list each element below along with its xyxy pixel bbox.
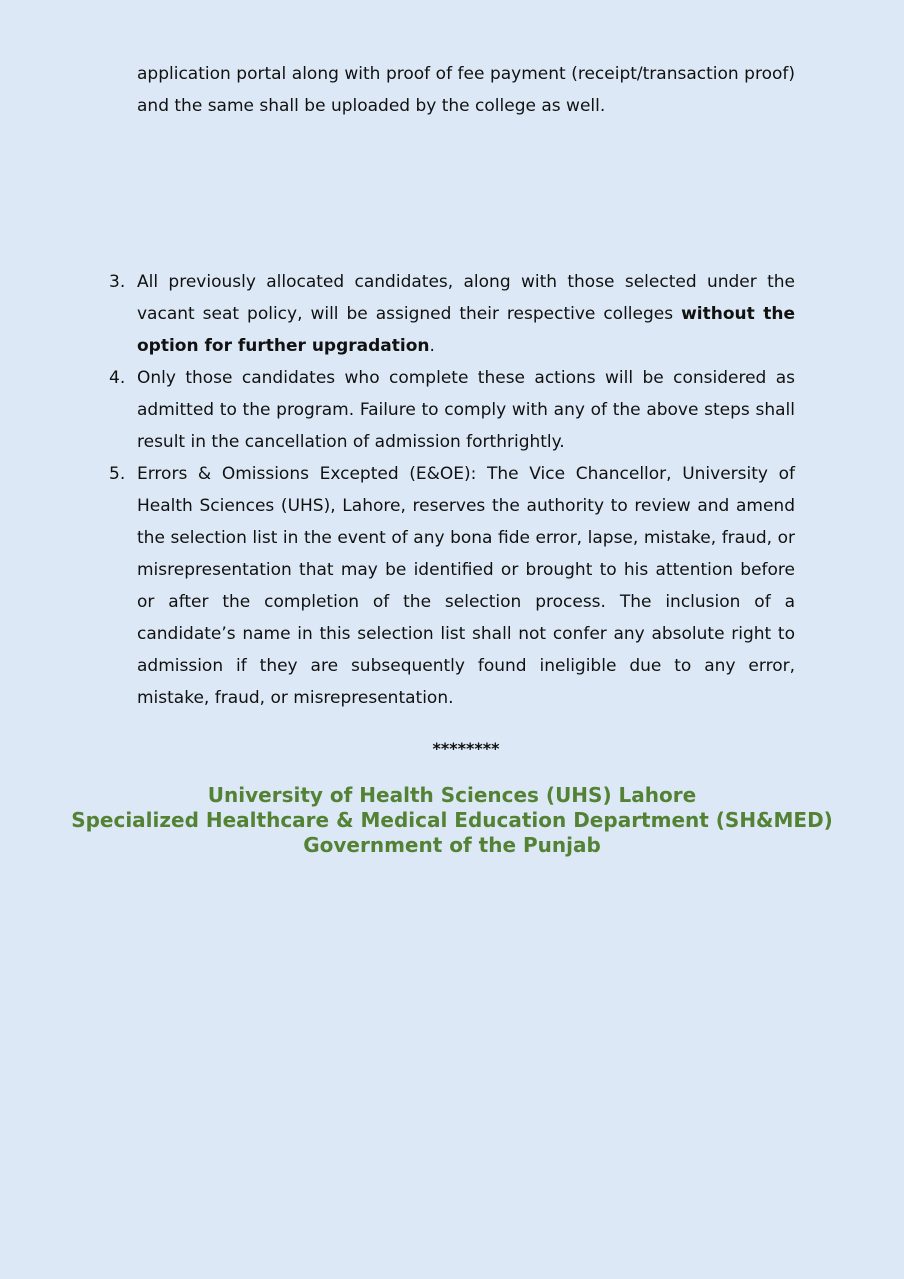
list-item-bold-text: without the option for further upgradation <box>137 304 795 356</box>
list-item-3 <box>109 266 795 362</box>
footer-university: University of Health Sciences (UHS) Lahore <box>207 783 697 807</box>
list-item-text: Errors & Omissions Excepted (E&OE): The Vice Chancellor, University of Health Sciences (UHS), Lahore, reserves the authority to review and amend the selection list in the event of any bona fide error, lapse, mistake, fraud, or misrepresentation that may be identified or brought to his attention before or after the completion of the selection process. The inclusion of a candidate’s name in this selection list shall not confer any absolute right to admission if they are subsequently found ineligible due to any error, mistake, fraud, or misrepresentation. <box>137 464 795 708</box>
separator-stars: ******** <box>432 739 500 758</box>
footer-block <box>0 783 904 858</box>
list-number: 4. <box>109 368 126 388</box>
list-number: 3. <box>109 272 126 292</box>
list-item-4 <box>109 362 795 458</box>
list-item-text-after: . <box>429 336 435 356</box>
list-number: 5. <box>109 464 126 484</box>
list-item-text: Only those candidates who complete these actions will be considered as admitted to the program. Failure to comply with any of the above steps shall result in the cancellation of admission forthrightly. <box>137 368 795 452</box>
intro-paragraph: application portal along with proof of fee payment (receipt/transaction proof) and the same shall be uploaded by the college as well. <box>137 64 795 116</box>
footer-government: Government of the Punjab <box>303 833 601 857</box>
list-item-text: All previously allocated candidates, along with those selected under the vacant seat policy, will be assigned their respective colleges <box>137 272 795 324</box>
footer-department: Specialized Healthcare & Medical Education Department (SH&MED) <box>71 808 833 832</box>
list-item-5 <box>109 458 795 714</box>
numbered-list <box>109 266 795 714</box>
